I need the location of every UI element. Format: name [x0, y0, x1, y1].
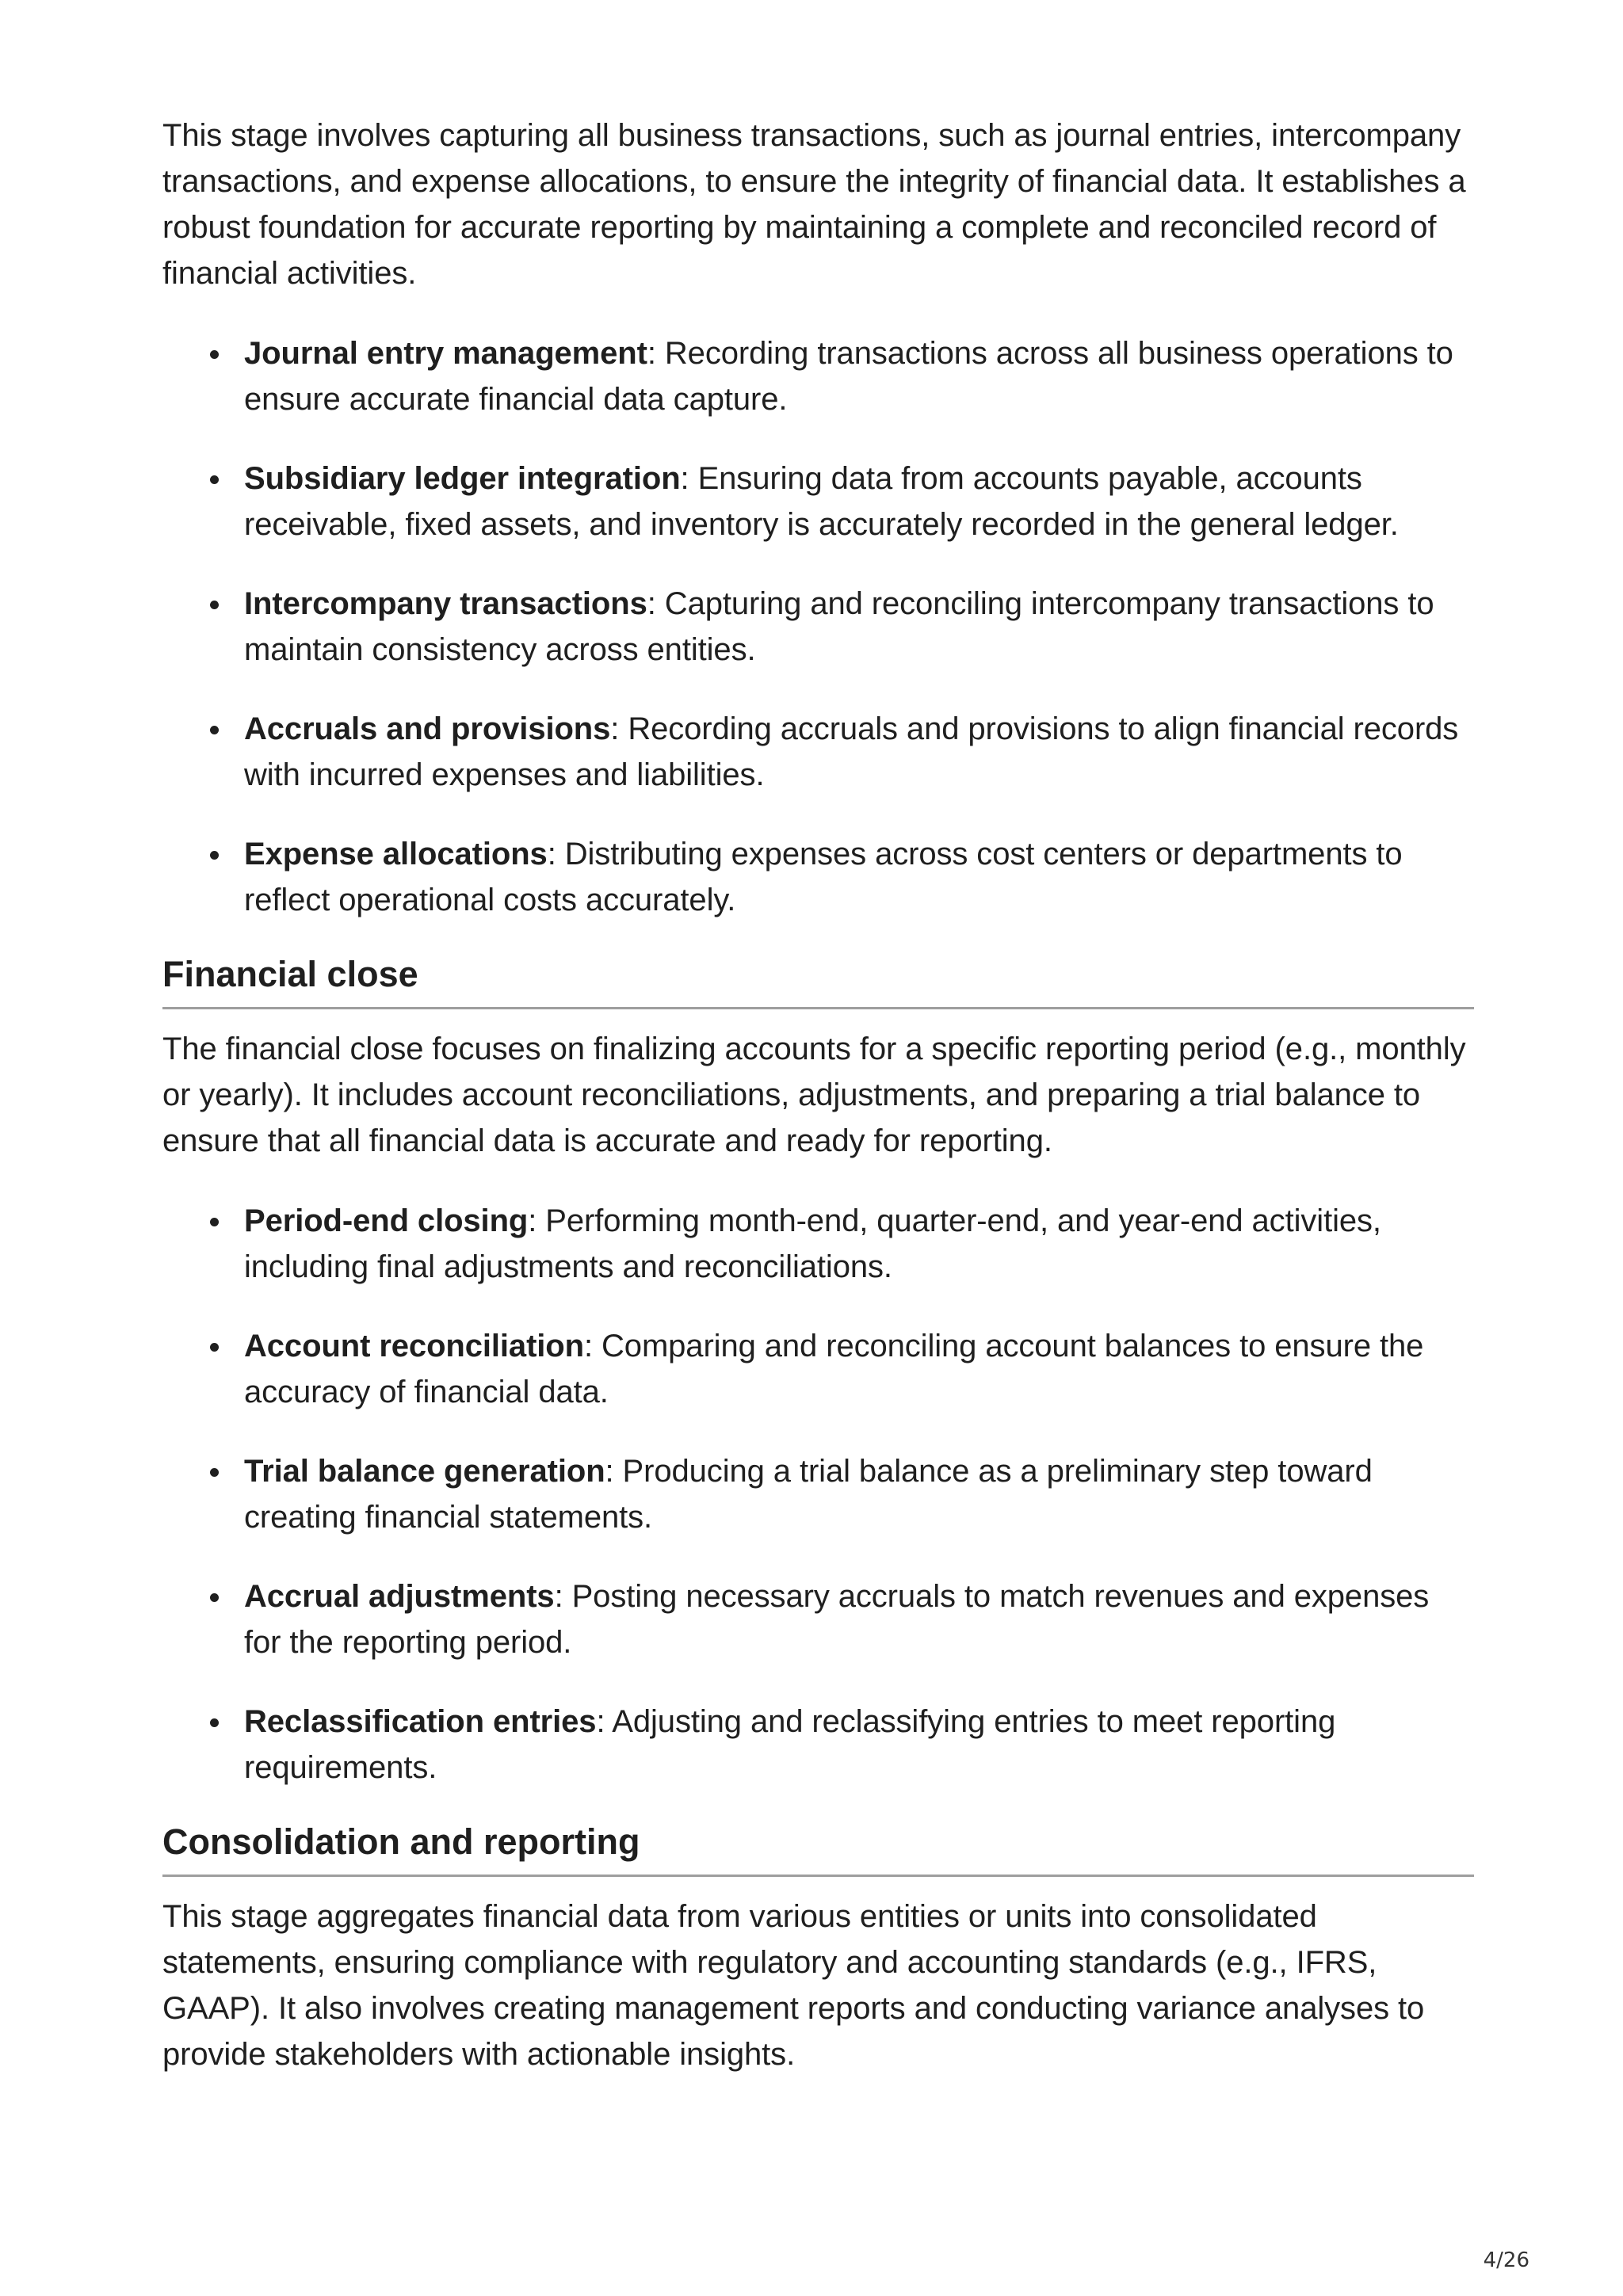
document-page [162, 113, 1474, 2077]
consolidation-paragraph: This stage aggregates financial data from various entities or units into consolidated statements, ensuring compliance with regulatory and accounting standards (e.g., IFRS, GAAP). It also involves creating management reports and conducting variance analyses to provide stakeholders with actionable insights. [162, 1899, 1425, 2072]
bullet-icon [210, 601, 219, 609]
item-term: Journal entry management [244, 336, 647, 371]
item-description: : Distributing expenses across cost centers or departments to reflect operational costs accurately. [244, 837, 1403, 917]
list-item [162, 831, 1474, 923]
item-term: Accrual adjustments [244, 1579, 555, 1614]
item-description: : Comparing and reconciling account balances to ensure the accuracy of financial data. [244, 1329, 1424, 1409]
page-number: 4/26 [1483, 2248, 1529, 2272]
item-term: Trial balance generation [244, 1454, 605, 1489]
list-item [162, 1323, 1474, 1415]
bullet-icon [210, 1343, 219, 1352]
item-description: : Producing a trial balance as a preliminary step toward creating financial statements. [244, 1454, 1373, 1535]
item-description: : Ensuring data from accounts payable, accounts receivable, fixed assets, and inventory is accurately recorded in the general ledger. [244, 461, 1399, 542]
list-item [162, 1198, 1474, 1290]
item-term: Subsidiary ledger integration [244, 461, 681, 496]
item-description: : Performing month-end, quarter-end, and year-end activities, including final adjustments and reconciliations. [244, 1203, 1381, 1284]
bullet-icon [210, 1718, 219, 1727]
financial-close-paragraph: The financial close focuses on finalizing accounts for a specific reporting period (e.g., monthly or yearly). It includes account reconciliations, adjustments, and preparing a trial balance to ensure that all financial data is accurate and ready for reporting. [162, 1032, 1466, 1158]
bullet-icon [210, 726, 219, 734]
item-term: Expense allocations [244, 837, 548, 871]
item-description: : Adjusting and reclassifying entries to meet reporting requirements. [244, 1704, 1336, 1785]
item-term: Reclassification entries [244, 1704, 597, 1739]
item-term: Period-end closing [244, 1203, 529, 1238]
bullet-icon [210, 851, 219, 860]
item-term: Account reconciliation [244, 1329, 584, 1363]
bullet-icon [210, 475, 219, 484]
bullet-icon [210, 1468, 219, 1477]
list-item [162, 456, 1474, 547]
item-term: Intercompany transactions [244, 586, 647, 621]
bullet-icon [210, 350, 219, 359]
section-divider [162, 1875, 1474, 1877]
list-item [162, 581, 1474, 673]
section-divider [162, 1007, 1474, 1009]
list-item [162, 1448, 1474, 1540]
intro-bullet-list [162, 330, 1474, 923]
intro-paragraph: This stage involves capturing all business transactions, such as journal entries, intercompany transactions, and expense allocations, to ensure the integrity of financial data. It establishes a robust foundation for accurate reporting by maintaining a complete and reconciled record of financial activities. [162, 118, 1466, 291]
list-item [162, 706, 1474, 798]
bullet-icon [210, 1593, 219, 1602]
item-description: : Recording transactions across all business operations to ensure accurate financial data capture. [244, 336, 1453, 417]
section-heading-consolidation: Consolidation and reporting [162, 1821, 640, 1862]
item-description: : Recording accruals and provisions to align financial records with incurred expenses and liabilities. [244, 711, 1459, 792]
list-item [162, 330, 1474, 422]
list-item [162, 1699, 1474, 1791]
bullet-icon [210, 1218, 219, 1226]
item-term: Accruals and provisions [244, 711, 611, 746]
list-item [162, 1573, 1474, 1665]
financial-close-bullet-list [162, 1198, 1474, 1791]
item-description: : Capturing and reconciling intercompany transactions to maintain consistency across entities. [244, 586, 1434, 667]
item-description: : Posting necessary accruals to match revenues and expenses for the reporting period. [244, 1579, 1430, 1660]
section-heading-financial-close: Financial close [162, 954, 418, 994]
